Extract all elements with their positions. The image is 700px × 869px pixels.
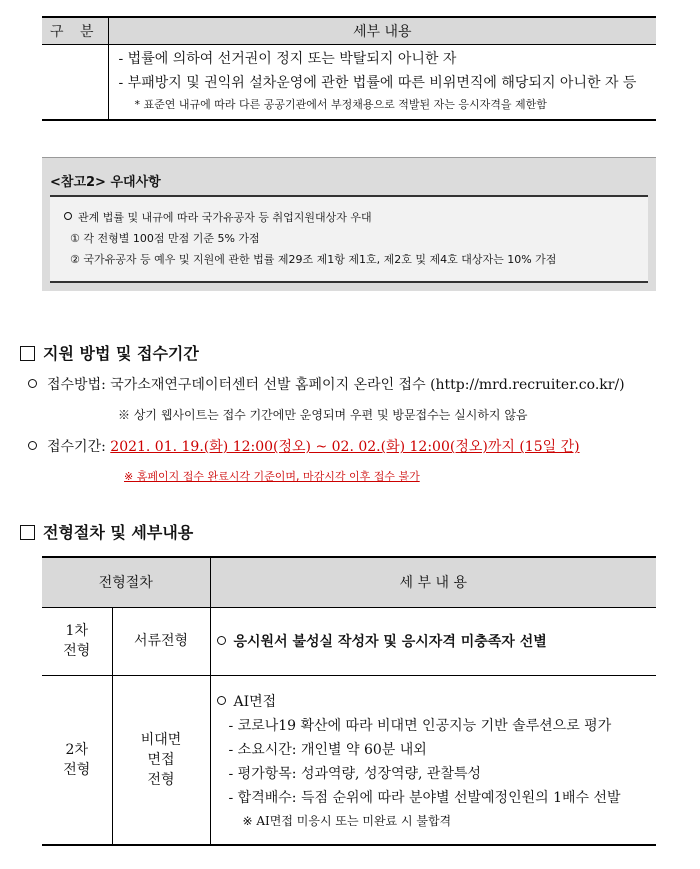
eligibility-table (42, 16, 656, 121)
checkbox-square-icon (20, 346, 35, 361)
apply-period-row (28, 436, 580, 456)
apply-method-row (28, 374, 625, 394)
round1-detail: 응시원서 불성실 작성자 및 응시자격 미충족자 선별 (210, 607, 656, 675)
ai-interview-item: - 코로나19 확산에 따라 비대면 인공지능 기반 솔루션으로 평가 (228, 717, 612, 734)
apply-period-note: ※ 홈페이지 접수 완료시각 기준이며, 마감시각 이후 접수 불가 (124, 470, 420, 483)
apply-method-text: 국가소재연구데이터센터 선발 홈페이지 온라인 접수 (110, 377, 426, 393)
checkbox-square-icon (20, 525, 35, 540)
ai-interview-title: AI면접 (217, 690, 657, 714)
circle-bullet-icon (28, 441, 37, 450)
round1-name: 서류전형 (112, 607, 210, 675)
circle-bullet-icon (217, 636, 226, 645)
circle-bullet-icon (217, 696, 226, 705)
circle-bullet-icon (28, 379, 37, 388)
eligibility-line: - 부패방지 및 권익위 설차운영에 관한 법률에 따른 비위면직에 해당되지 아니한 자 등 (118, 74, 637, 91)
apply-method-label: 접수방법: (47, 377, 106, 393)
table-header-details: 세 부 내 용 (210, 557, 656, 607)
ai-interview-item: - 소요시간: 개인별 약 60분 내외 (228, 741, 427, 758)
reference-box (42, 157, 656, 291)
circle-bullet-icon (64, 212, 72, 220)
table-row-round2 (42, 675, 656, 845)
table-header-category: 구 분 (42, 17, 108, 44)
section-title-apply: 지원 방법 및 접수기간 (20, 341, 199, 364)
ai-interview-note: ※ AI면접 미응시 또는 미완료 시 불합격 (242, 813, 452, 828)
table-header-procedure: 전형절차 (42, 557, 210, 607)
table-cell-empty (42, 44, 108, 120)
section-title-selection: 전형절차 및 세부내용 (20, 520, 193, 543)
table-cell-details (108, 44, 656, 120)
apply-period-text: 2021. 01. 19.(화) 12:00(정오) ~ 02. 02.(화) 12:00(정오)까지 (15일 간) (110, 439, 580, 455)
round2-name: 비대면 면접 전형 (112, 675, 210, 845)
eligibility-line: - 법률에 의하여 선거권이 정지 또는 박탈되지 아니한 자 (118, 50, 457, 67)
round2-detail (210, 675, 656, 845)
reference-item: ② 국가유공자 등 예우 및 지원에 관한 법률 제29조 제1항 제1호, 제2호 및 제4호 대상자는 10% 가점 (70, 253, 557, 266)
reference-title: <참고2> 우대사항 (50, 175, 161, 190)
apply-method-url[interactable]: (http://mrd.recruiter.co.kr/) (430, 377, 625, 393)
ai-interview-item: - 평가항목: 성과역량, 성장역량, 관찰특성 (228, 765, 482, 782)
table-row-round1 (42, 607, 656, 675)
ai-interview-item: - 합격배수: 득점 순위에 따라 분야별 선발예정인원의 1배수 선발 (228, 789, 621, 806)
reference-content (50, 195, 648, 283)
round2-stage: 2차 전형 (42, 675, 112, 845)
apply-period-label: 접수기간: (47, 439, 106, 455)
reference-main-line: 관계 법률 및 내규에 따라 국가유공자 등 취업지원대상자 우대 (64, 207, 648, 228)
eligibility-note: * 표준연 내규에 따라 다른 공공기관에서 부정채용으로 적발된 자는 응시자격을 제한함 (134, 97, 547, 111)
selection-table (42, 556, 656, 846)
reference-item: ① 각 전형별 100점 만점 기준 5% 가점 (70, 232, 260, 245)
table-header-details: 세부 내용 (108, 17, 656, 44)
apply-method-note: ※ 상기 웹사이트는 접수 기간에만 운영되며 우편 및 방문접수는 실시하지 않음 (118, 408, 528, 422)
round1-stage: 1차 전형 (42, 607, 112, 675)
